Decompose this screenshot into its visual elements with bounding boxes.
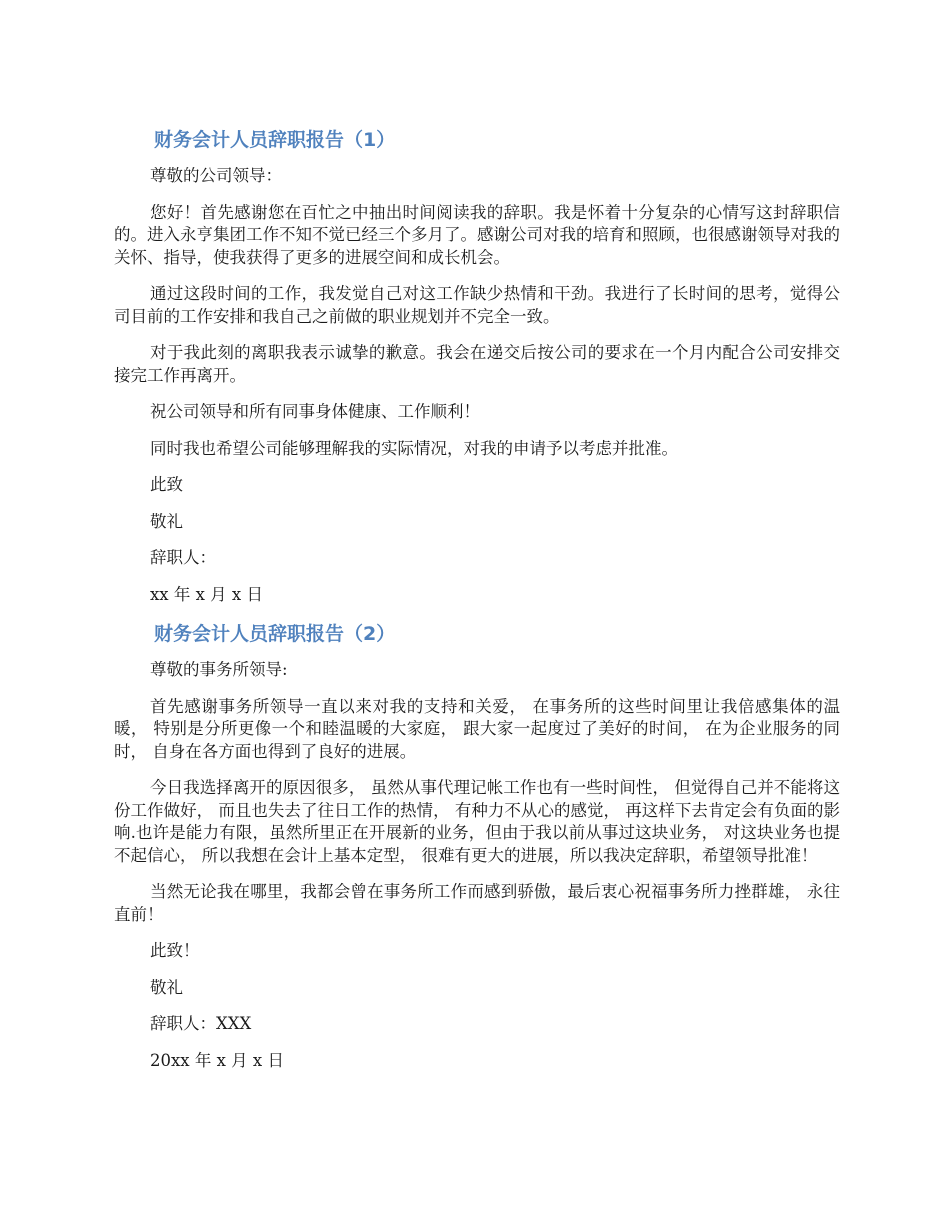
body-paragraph: 同时我也希望公司能够理解我的实际情况，对我的申请予以考虑并批准。 [150,438,678,458]
body-paragraph: 祝公司领导和所有同事身体健康、工作顺利！ [150,402,480,421]
body-paragraph: 首先感谢事务所领导一直以来对我的支持和关爱， 在事务所的这些时间里让我倍感集体的温暖， 特别是分所更像一个和睦温暖的大家庭， 跟大家一起度过了美好的时间， 在为企业服务的同时， 自身在各方面也得到了良好的进展。 [114,696,840,761]
closing-regards: 敬礼 [150,511,183,531]
closing-regards: 敬礼 [150,977,183,997]
section-1-title: 财务会计人员辞职报告（1） [154,129,396,151]
closing-line: 此致 [150,475,183,494]
date-line: xx 年 x 月 x 日 [150,584,263,604]
closing-line: 此致！ [150,941,200,960]
section-2 [114,620,840,1072]
date-line: 20xx 年 x 月 x 日 [150,1050,284,1070]
signature-line: 辞职人： [150,548,216,567]
section-1 [114,126,840,606]
salutation: 尊敬的公司领导： [150,166,282,185]
body-paragraph: 对于我此刻的离职我表示诚挚的歉意。我会在递交后按公司的要求在一个月内配合公司安排交接完工作再离开。 [114,343,840,385]
section-2-title: 财务会计人员辞职报告（2） [154,623,396,645]
document-body [114,126,840,1086]
signature-line: 辞职人：XXX [150,1014,252,1033]
body-paragraph: 您好！首先感谢您在百忙之中抽出时间阅读我的辞职。我是怀着十分复杂的心情写这封辞职信的。进入永亨集团工作不知不觉已经三个多月了。感谢公司对我的培育和照顾，也很感谢领导对我的关怀、指导，使我获得了更多的进展空间和成长机会。 [114,202,840,267]
body-paragraph: 当然无论我在哪里，我都会曾在事务所工作而感到骄傲，最后衷心祝福事务所力挫群雄， 永往直前！ [114,882,840,924]
salutation: 尊敬的事务所领导: [150,660,288,679]
body-paragraph: 通过这段时间的工作，我发觉自己对这工作缺少热情和干劲。我进行了长时间的思考，觉得公司目前的工作安排和我自己之前做的职业规划并不完全一致。 [114,284,840,326]
body-paragraph: 今日我选择离开的原因很多， 虽然从事代理记帐工作也有一些时间性， 但觉得自己并不能将这份工作做好， 而且也失去了往日工作的热情， 有种力不从心的感觉， 再这样下去肯定会有负面的影响.也许是能力有限，虽然所里正在开展新的业务，但由于我以前从事过这块业务， 对这块业务也提不起信心， 所以我想在会计上基本定型， 很难有更大的进展，所以我决定辞职，希望领导批准！ [114,778,840,865]
